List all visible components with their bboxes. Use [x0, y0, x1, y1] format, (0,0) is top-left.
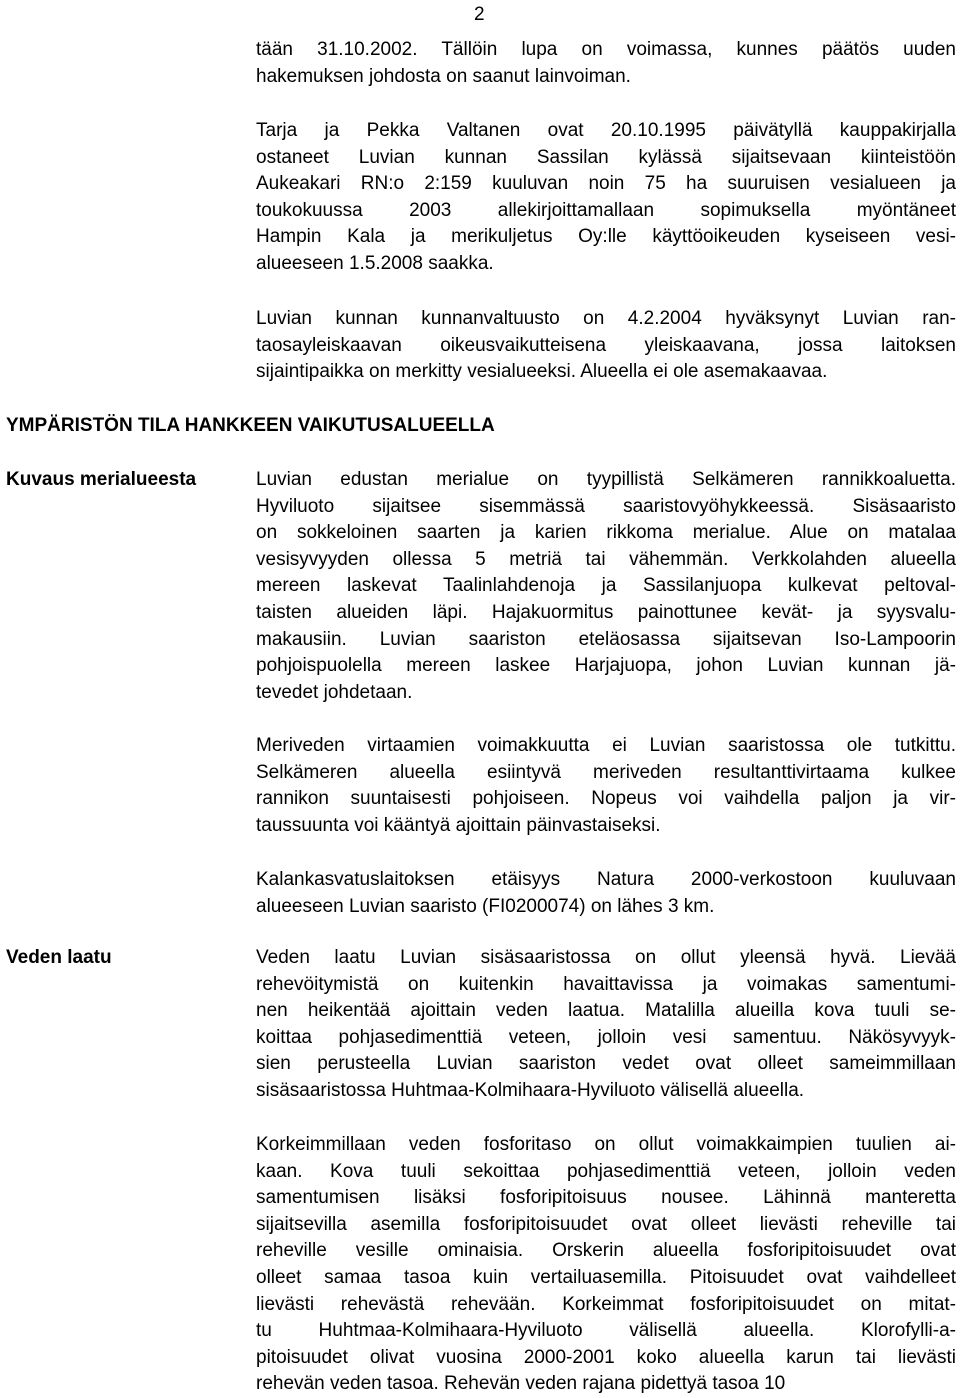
text-line: rehevän veden tasoa. Rehevän veden rajana pidettyä tasoa 10 — [256, 1373, 786, 1395]
paragraph-intro-2 — [256, 118, 956, 278]
text-line: hakemuksen johdosta on saanut lainvoiman. — [256, 65, 631, 87]
text-line: taussuunta voi kääntyä ajoittain päinvastaiseksi. — [256, 814, 661, 836]
text-line: Selkämeren alueella esiintyvä meriveden resultanttivirtaama kulkee — [256, 761, 956, 783]
text-line: on sokkeloinen saarten ja karien rikkoma merialue. Alue on matalaa — [256, 522, 956, 544]
page-number: 2 — [474, 4, 485, 25]
paragraph-intro-3 — [256, 306, 956, 386]
side-label-veden-laatu: Veden laatu — [6, 947, 112, 968]
paragraph-intro-1 — [256, 37, 956, 90]
text-line: rehevöitymistä on kuitenkin havaittavissa ja voimakas samentumi- — [256, 973, 956, 995]
text-line: Aukeakari RN:o 2:159 kuuluvan noin 75 ha suuruisen vesialueen ja — [256, 173, 956, 195]
text-line: Luvian edustan merialue on tyypillistä Selkämeren rannikkoaluetta. — [256, 469, 956, 490]
text-line: Korkeimmillaan veden fosforitaso on ollut voimakkaimpien tuulien ai- — [256, 1134, 956, 1155]
text-line: toukokuussa 2003 allekirjoittamallaan sopimuksella myöntäneet — [256, 199, 956, 221]
text-line: nen heikentää ajoittain veden laatua. Matalilla alueilla kova tuuli se- — [256, 1000, 956, 1022]
text-line: sien perusteella Luvian saariston vedet ovat olleet sameimmillaan — [256, 1053, 956, 1075]
text-line: reheville vesille ominaisia. Orskerin alueella fosforipitoisuudet ovat — [256, 1240, 956, 1262]
paragraph-merialue-2 — [256, 733, 956, 839]
text-line: tu Huhtmaa-Kolmihaara-Hyviluoto välisellä alueella. Klorofylli-a- — [256, 1320, 956, 1342]
paragraph-veden-laatu-2 — [256, 1132, 956, 1398]
text-line: pitoisuudet olivat vuosina 2000-2001 koko alueella karun tai lievästi — [256, 1346, 956, 1368]
text-line: Veden laatu Luvian sisäsaaristossa on ollut yleensä hyvä. Lievää — [256, 947, 956, 968]
text-line: Hampin Kala ja merikuljetus Oy:lle käyttöoikeuden kyseiseen vesi- — [256, 226, 956, 248]
text-line: ostaneet Luvian kunnan Sassilan kylässä sijaitsevaan kiinteistöön — [256, 146, 956, 168]
text-line: Hyviluoto sijaitsee sisemmässä saaristovyöhykkeessä. Sisäsaaristo — [256, 495, 956, 517]
text-line: alueeseen 1.5.2008 saakka. — [256, 252, 494, 274]
text-line: rannikon suuntaisesti pohjoiseen. Nopeus voi vaihdella paljon ja vir- — [256, 788, 956, 810]
text-line: mereen laskevat Taalinlahdenoja ja Sassilanjuopa kulkevat peltoval- — [256, 575, 956, 597]
side-label-merialue: Kuvaus merialueesta — [6, 469, 197, 490]
paragraph-veden-laatu-1 — [256, 945, 956, 1105]
text-line: vesisyvyyden ollessa 5 metriä tai vähemmän. Verkkolahden alueella — [256, 548, 956, 570]
text-line: taosayleiskaavan oikeusvaikutteisena yleiskaavana, jossa laitoksen — [256, 334, 956, 356]
text-line: Tarja ja Pekka Valtanen ovat 20.10.1995 päivätyllä kauppakirjalla — [256, 120, 956, 141]
text-line: Meriveden virtaamien voimakkuutta ei Luvian saaristossa ole tutkittu. — [256, 735, 956, 756]
text-line: olleet samaa tasoa kuin vertailuasemilla. Pitoisuudet ovat vaihdelleet — [256, 1266, 956, 1288]
text-line: lievästi rehevästä rehevään. Korkeimmat fosforipitoisuudet on mitat- — [256, 1293, 956, 1315]
text-line: koittaa pohjasedimenttiä veteen, jolloin vesi samentuu. Näkösyvyyk- — [256, 1026, 956, 1048]
text-line: alueeseen Luvian saaristo (FI0200074) on lähes 3 km. — [256, 895, 715, 917]
text-line: taisten alueiden läpi. Hajakuormitus painottunee kevät- ja syysvalu- — [256, 601, 956, 623]
text-line: sijaitsevilla asemilla fosforipitoisuudet ovat olleet lievästi reheville tai — [256, 1213, 956, 1235]
paragraph-merialue-1 — [256, 467, 956, 706]
text-line: kaan. Kova tuuli sekoittaa pohjasedimenttiä veteen, jolloin veden — [256, 1160, 956, 1182]
text-line: sijaintipaikka on merkitty vesialueeksi. Alueella ei ole asemakaavaa. — [256, 361, 828, 383]
text-line: tään 31.10.2002. Tällöin lupa on voimassa, kunnes päätös uuden — [256, 39, 956, 60]
section-heading: YMPÄRISTÖN TILA HANKKEEN VAIKUTUSALUEELLA — [6, 415, 495, 436]
text-line: samentumisen lisäksi fosforipitoisuus nousee. Lähinnä manteretta — [256, 1187, 956, 1209]
text-line: Kalankasvatuslaitoksen etäisyys Natura 2000-verkostoon kuuluvaan — [256, 869, 956, 890]
text-line: tevedet johdetaan. — [256, 681, 413, 703]
paragraph-merialue-3 — [256, 867, 956, 920]
text-line: Luvian kunnan kunnanvaltuusto on 4.2.2004 hyväksynyt Luvian ran- — [256, 308, 956, 329]
text-line: pohjoispuolella mereen laskee Harjajuopa, johon Luvian kunnan jä- — [256, 655, 956, 677]
text-line: makausiin. Luvian saariston eteläosassa sijaitsevan Iso-Lampoorin — [256, 628, 956, 650]
text-line: sisäsaaristossa Huhtmaa-Kolmihaara-Hyviluoto välisellä alueella. — [256, 1079, 805, 1101]
